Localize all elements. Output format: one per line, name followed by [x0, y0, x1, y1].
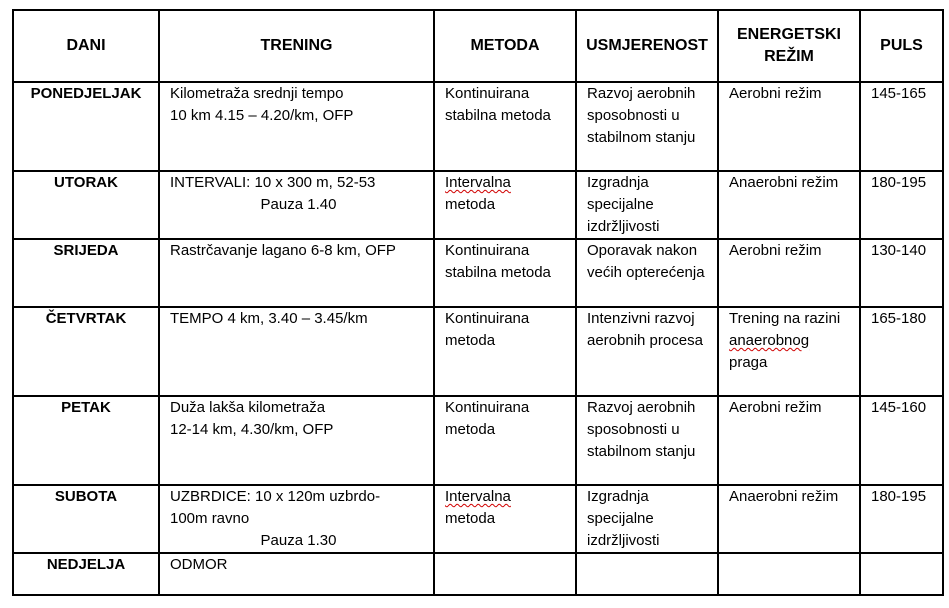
header-trening: TRENING — [159, 10, 434, 82]
focus-cell: Oporavak nakon većih opterećenja — [576, 239, 718, 307]
energy-cell: Aerobni režim — [718, 396, 860, 485]
energy-cell: Anaerobni režim — [718, 171, 860, 239]
table-row — [13, 307, 943, 396]
training-line: Kilometraža srednji tempo — [170, 85, 344, 102]
training-line: INTERVALI: 10 x 300 m, 52-53 — [170, 174, 376, 191]
training-line: Pauza 1.40 — [260, 196, 337, 213]
day-cell: PETAK — [13, 396, 159, 485]
header-energetski-rezim: ENERGETSKI REŽIM — [718, 10, 860, 82]
training-plan-table — [12, 9, 944, 596]
focus-cell: Intenzivni razvoj aerobnih procesa — [576, 307, 718, 396]
focus-cell: Razvoj aerobnih sposobnosti u stabilnom stanju — [576, 396, 718, 485]
training-line: Duža lakša kilometraža — [170, 399, 326, 416]
training-line: 12-14 km, 4.30/km, OFP — [170, 421, 334, 438]
training-line: TEMPO 4 km, 3.40 – 3.45/km — [170, 310, 368, 327]
training-line: Rastrčavanje lagano 6-8 km, OFP — [170, 242, 396, 259]
day-cell: UTORAK — [13, 171, 159, 239]
energy-cell: Anaerobni režim — [718, 485, 860, 553]
pulse-cell: 165-180 — [860, 307, 943, 396]
table-row — [13, 553, 943, 595]
training-cell — [159, 553, 434, 595]
method-word: Intervalna — [445, 488, 511, 505]
focus-cell — [576, 553, 718, 595]
training-line: 10 km 4.15 – 4.20/km, OFP — [170, 107, 354, 124]
energy-cell: Aerobni režim — [718, 239, 860, 307]
training-line: UZBRDICE: 10 x 120m uzbrdo- — [170, 488, 381, 505]
table-row — [13, 171, 943, 239]
header-metoda: METODA — [434, 10, 576, 82]
energy-text: praga — [729, 354, 768, 371]
header-row — [13, 10, 943, 82]
training-cell — [159, 485, 434, 553]
method-word: metoda — [445, 510, 496, 527]
training-cell — [159, 82, 434, 171]
table-row — [13, 82, 943, 171]
header-dani: DANI — [13, 10, 159, 82]
header-puls: PULS — [860, 10, 943, 82]
method-cell — [434, 553, 576, 595]
pulse-cell: 130-140 — [860, 239, 943, 307]
training-cell — [159, 396, 434, 485]
day-cell: SUBOTA — [13, 485, 159, 553]
day-cell: NEDJELJA — [13, 553, 159, 595]
training-cell — [159, 239, 434, 307]
training-cell — [159, 171, 434, 239]
energy-text: Trening na razini — [729, 310, 841, 327]
table-row — [13, 396, 943, 485]
method-word: metoda — [445, 196, 496, 213]
method-cell — [434, 171, 576, 239]
table-row — [13, 239, 943, 307]
method-cell: Kontinuirana metoda — [434, 396, 576, 485]
method-word: Intervalna — [445, 174, 511, 191]
energy-text: anaerobnog — [729, 332, 810, 349]
method-cell: Kontinuirana stabilna metoda — [434, 239, 576, 307]
day-cell: SRIJEDA — [13, 239, 159, 307]
focus-cell: Izgradnja specijalne izdržljivosti — [576, 171, 718, 239]
pulse-cell: 145-165 — [860, 82, 943, 171]
energy-cell — [718, 307, 860, 396]
energy-cell: Aerobni režim — [718, 82, 860, 171]
training-line: Pauza 1.30 — [260, 532, 337, 549]
training-line: ODMOR — [170, 556, 228, 573]
day-cell: PONEDJELJAK — [13, 82, 159, 171]
pulse-cell: 145-160 — [860, 396, 943, 485]
pulse-cell: 180-195 — [860, 171, 943, 239]
training-line: 100m ravno — [170, 510, 250, 527]
energy-cell — [718, 553, 860, 595]
header-usmjerenost: USMJERENOST — [576, 10, 718, 82]
pulse-cell: 180-195 — [860, 485, 943, 553]
day-cell: ČETVRTAK — [13, 307, 159, 396]
focus-cell: Izgradnja specijalne izdržljivosti — [576, 485, 718, 553]
pulse-cell — [860, 553, 943, 595]
method-cell: Kontinuirana metoda — [434, 307, 576, 396]
table-row — [13, 485, 943, 553]
method-cell — [434, 485, 576, 553]
focus-cell: Razvoj aerobnih sposobnosti u stabilnom stanju — [576, 82, 718, 171]
training-cell — [159, 307, 434, 396]
method-cell: Kontinuirana stabilna metoda — [434, 82, 576, 171]
